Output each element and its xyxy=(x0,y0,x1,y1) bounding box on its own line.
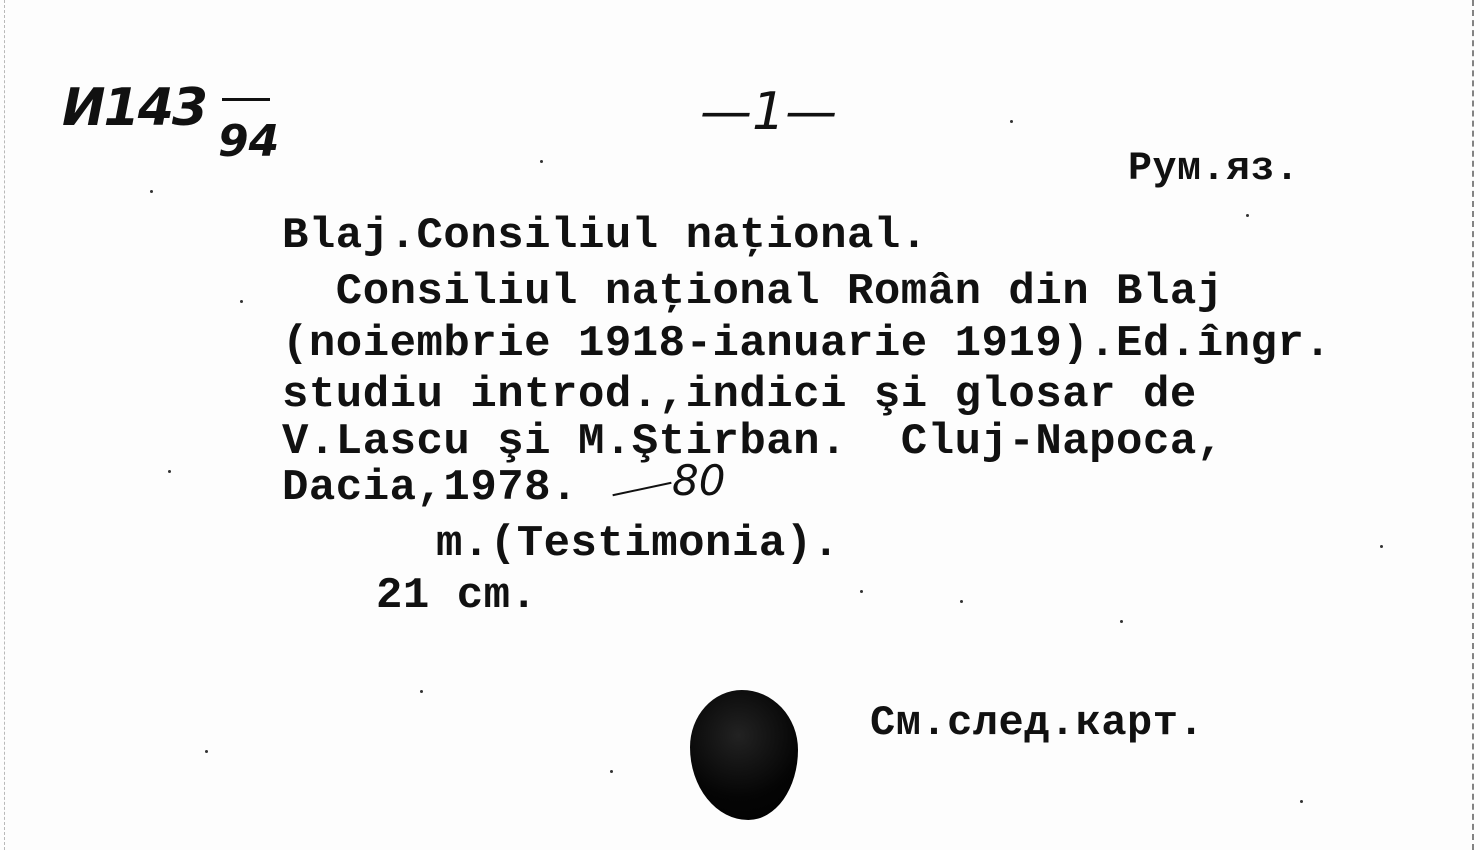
body-line: Consiliul naţional Român din Blaj xyxy=(282,267,1224,317)
size-line: 21 cm. xyxy=(376,571,538,621)
body-line: (noiembrie 1918-ianuarie 1919).Ed.îngr. xyxy=(282,319,1332,369)
speck xyxy=(420,690,423,693)
speck xyxy=(610,770,613,773)
see-next-card: См.след.карт. xyxy=(870,699,1205,747)
handwritten-pages: 80 xyxy=(672,456,726,505)
speck xyxy=(1246,214,1249,217)
speck xyxy=(1120,620,1123,623)
series-line: m.(Testimonia). xyxy=(436,519,840,569)
punch-hole xyxy=(690,690,798,820)
body-line: V.Lascu şi M.Ştirban. Cluj-Napoca, xyxy=(282,417,1224,467)
speck xyxy=(1380,545,1383,548)
speck xyxy=(960,600,963,603)
speck xyxy=(150,190,153,193)
body-line: studiu introd.,indici şi glosar de xyxy=(282,370,1197,420)
page-count-stroke xyxy=(612,482,671,496)
speck xyxy=(1010,120,1013,123)
call-number-overline xyxy=(222,98,270,101)
language-label: Рум.яз. xyxy=(1128,147,1300,192)
heading: Blaj.Consiliul naţional. xyxy=(282,211,928,261)
speck xyxy=(860,590,863,593)
card-number: —1— xyxy=(700,82,838,142)
card-edge-left xyxy=(4,0,7,850)
speck xyxy=(1300,800,1303,803)
body-line: Dacia,1978. xyxy=(282,463,578,513)
card-edge-right xyxy=(1469,0,1474,850)
speck xyxy=(240,300,243,303)
call-number: И143 xyxy=(62,78,207,138)
speck xyxy=(540,160,543,163)
speck xyxy=(168,470,171,473)
call-number-sub: 94 xyxy=(218,116,280,167)
speck xyxy=(205,750,208,753)
